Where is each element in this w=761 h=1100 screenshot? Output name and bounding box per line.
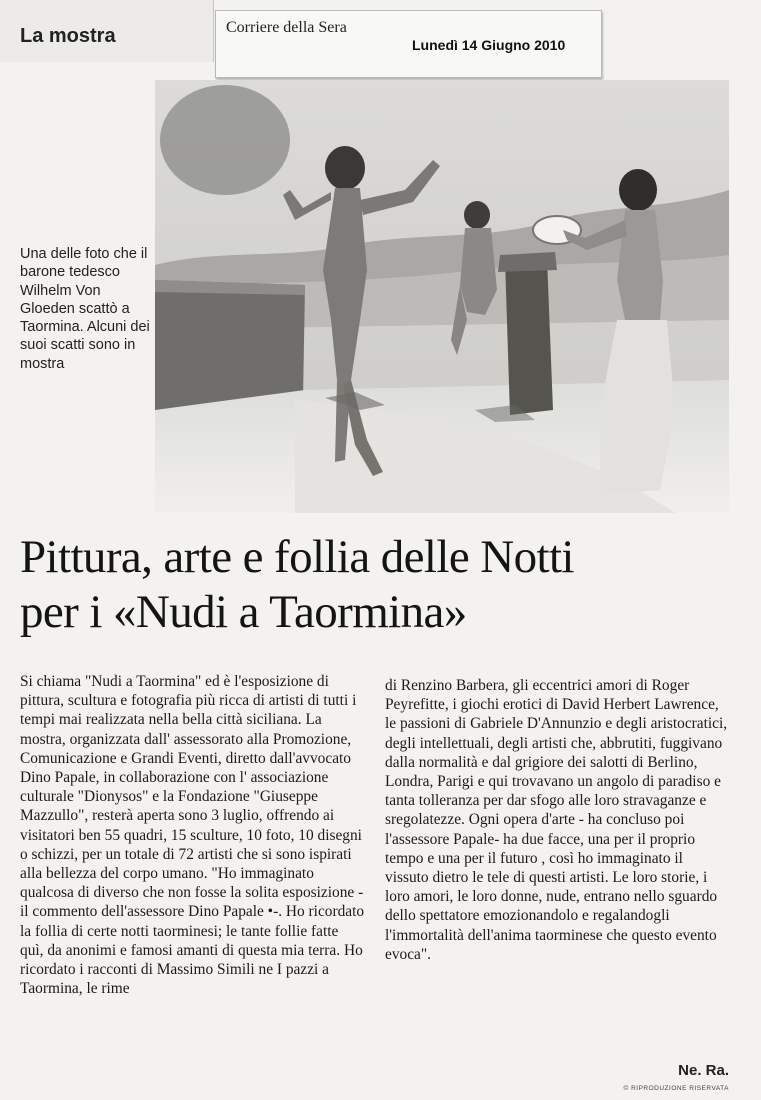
headline-line-2: per i «Nudi a Taormina» bbox=[20, 586, 467, 638]
vintage-photo-icon bbox=[155, 80, 729, 513]
copyright-notice: © RIPRODUZIONE RISERVATA bbox=[623, 1085, 729, 1092]
article-headline bbox=[20, 530, 740, 640]
article-column-1: Si chiama "Nudi a Taormina" ed è l'esposizione di pittura, scultura e fotografia più ricca di artisti di tutti i tempi mai realizzata nella bella città siciliana. La mostra, organizzata dall' assessorato alla Promozione, Comunicazione e Grandi Eventi, diretto dall'avvocato Dino Papale, in collaborazione con l' associazione culturale "Dionysos" e la Fondazione "Giuseppe Mazzullo", resterà aperta sono 3 luglio, offrendo ai visitatori ben 55 quadri, 15 sculture, 10 foto, 10 disegni o schizzi, per un totale di 72 artisti che si sono ispirati alla bellezza del corpo umano. "Ho immaginato qualcosa di diverso che non fosse la solita esposizione - il commento dell'assessore Dino Papale •-. Ho ricordato la follia di certe notti taorminesi; le tante follie fatte quì, da anonimi e famosi amanti di questa mia terra. Ho ricordato i racconti di Massimo Simili ne I pazzi a Taormina, le rime bbox=[20, 673, 365, 998]
newspaper-source: Corriere della Sera bbox=[226, 19, 347, 36]
newspaper-clip-strip bbox=[215, 10, 602, 78]
photo-caption: Una delle foto che il barone tedesco Wilhelm Von Gloeden scattò a Taormina. Alcuni dei suoi scatti sono in mostra bbox=[20, 246, 150, 372]
article-photo bbox=[155, 80, 729, 513]
header-left-panel bbox=[0, 0, 214, 62]
headline-line-1: Pittura, arte e follia delle Notti bbox=[20, 531, 574, 583]
article-author: Ne. Ra. bbox=[678, 1062, 729, 1079]
publication-date: Lunedì 14 Giugno 2010 bbox=[412, 37, 566, 53]
article-column-2: di Renzino Barbera, gli eccentrici amori di Roger Peyrefitte, i giochi erotici di David Herbert Lawrence, le passioni di Gabriele D'Annunzio e degli aristocratici, degli intellettuali, degli artisti che, abbrutiti, fuggivano dalla normalità e dal grigiore dei salotti di Berlino, Londra, Parigi e qui trovavano un angolo di paradiso e tanta tolleranza per dar sfogo alle loro stravaganze e sregolatezze. Ogni opera d'arte - ha concluso poi l'assessore Papale- ha due facce, una per il proprio tempo e una per il futuro , così ho immaginato il vissuto dietro le tele di questi artisti. Le loro storie, i loro amori, le loro donne, nude, entrano nello sguardo dello spettatore emozionandolo e regalandogli l'immortalità dell'anima taorminese che questo evento evoca". bbox=[385, 677, 728, 963]
section-label: La mostra bbox=[20, 25, 116, 47]
